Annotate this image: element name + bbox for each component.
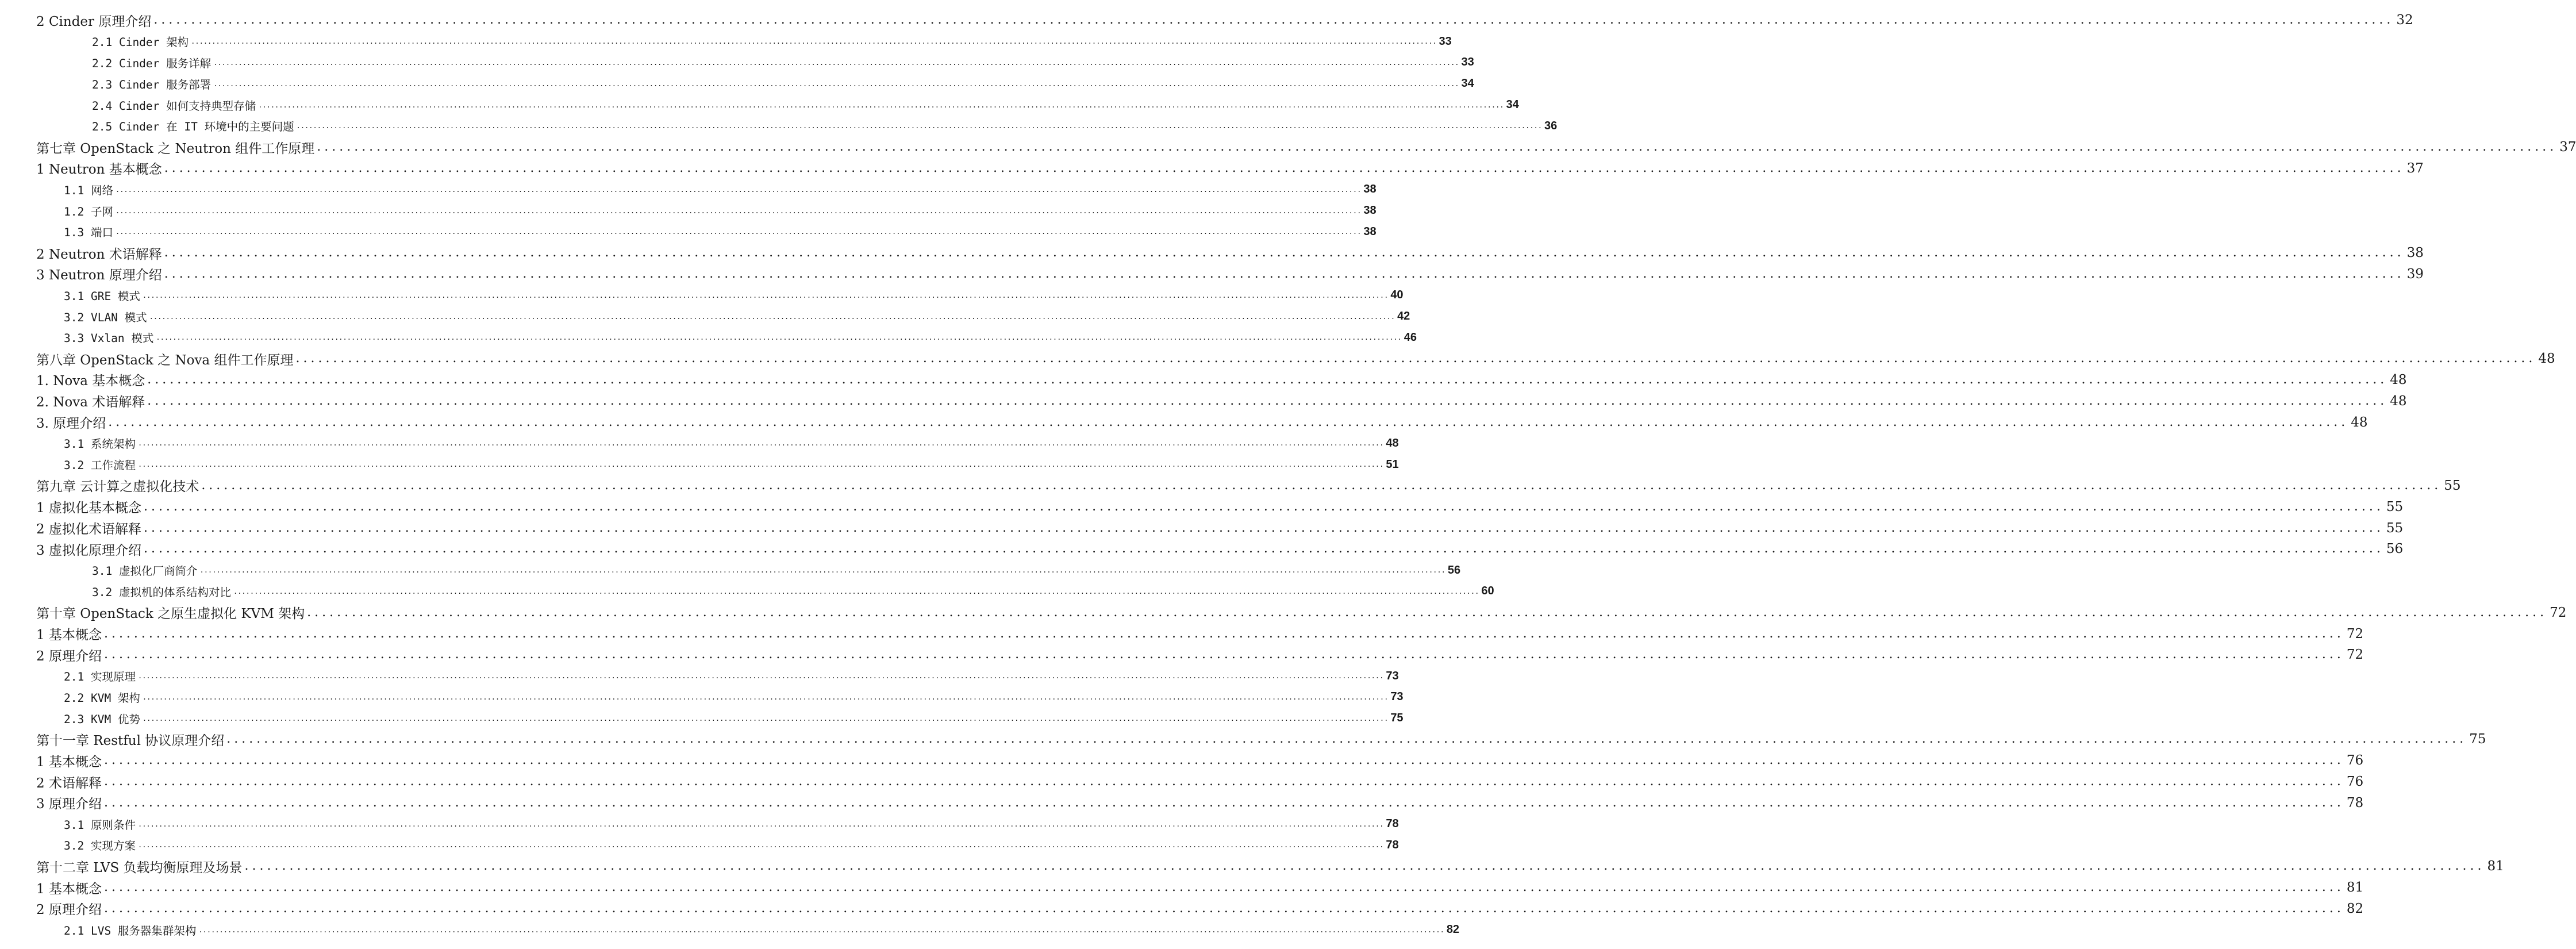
dot-leader: ............................................................................................................................................................................................................................................................................................................ xyxy=(143,520,2384,535)
toc-entry-section[interactable] xyxy=(0,306,1410,327)
toc-entry-chapter[interactable] xyxy=(0,370,2407,391)
toc-entry-chapter[interactable] xyxy=(0,10,2413,31)
toc-entry-title: 2.2 Cinder 服务详解 xyxy=(92,56,212,70)
toc-entry-page-number: 75 xyxy=(1390,712,1404,725)
toc-entry-title: 第十章 OpenStack 之原生虚拟化 KVM 架构 xyxy=(36,606,305,622)
toc-entry-page-number: 78 xyxy=(1386,838,1399,851)
toc-entry-page-number: 55 xyxy=(2444,478,2461,493)
toc-entry-title: 1.3 端口 xyxy=(64,226,113,240)
dot-leader: ............................................................................................................................................................................................................................................................................................................ xyxy=(103,774,2344,789)
toc-entry-title: 3. 原理介绍 xyxy=(36,416,106,432)
toc-entry-title: 第九章 云计算之虚拟化技术 xyxy=(36,479,199,495)
toc-entry-title: 2 虚拟化术语解释 xyxy=(36,522,141,537)
dot-leader: ............................................................................................................................................................................................................................................................................................................ xyxy=(164,266,2405,281)
toc-entry-section[interactable] xyxy=(0,200,1377,221)
toc-entry-title: 3.1 系统架构 xyxy=(64,437,136,451)
toc-entry-title: 第十二章 LVS 负载均衡原理及场景 xyxy=(36,860,243,875)
toc-entry-page-number: 72 xyxy=(2550,605,2567,620)
toc-entry-page-number: 72 xyxy=(2346,647,2364,663)
toc-entry-title: 2.1 实现原理 xyxy=(64,670,136,684)
dot-leader: ............................................................................................................................................................................................................................................................................................................ xyxy=(137,439,1384,448)
toc-entry-section[interactable] xyxy=(0,52,1474,74)
toc-entry-page-number: 81 xyxy=(2487,859,2504,874)
toc-entry-page-number: 56 xyxy=(1447,563,1461,577)
toc-entry-section[interactable] xyxy=(0,116,1558,137)
toc-entry-chapter[interactable] xyxy=(0,877,2364,898)
toc-entry-page-number: 78 xyxy=(1386,817,1399,831)
dot-leader: ............................................................................................................................................................................................................................................................................................................ xyxy=(213,58,1459,67)
toc-entry-section[interactable] xyxy=(0,433,1399,454)
toc-entry-section[interactable] xyxy=(0,666,1399,687)
toc-entry-chapter[interactable] xyxy=(0,644,2364,666)
toc-entry-page-number: 37 xyxy=(2406,160,2424,176)
dot-leader: ............................................................................................................................................................................................................................................................................................................ xyxy=(295,351,2536,366)
dot-leader: ............................................................................................................................................................................................................................................................................................................ xyxy=(156,333,1402,342)
toc-entry-chapter[interactable] xyxy=(0,390,2407,412)
toc-entry-title: 3.2 VLAN 模式 xyxy=(64,310,147,324)
toc-entry-title: 第七章 OpenStack 之 Neutron 组件工作原理 xyxy=(36,141,315,156)
toc-entry-chapter[interactable] xyxy=(0,750,2364,771)
toc-entry-page-number: 48 xyxy=(2390,372,2407,387)
toc-entry-section[interactable] xyxy=(0,454,1399,475)
toc-entry-page-number: 55 xyxy=(2386,520,2404,536)
toc-entry-page-number: 37 xyxy=(2559,140,2576,155)
dot-leader: ............................................................................................................................................................................................................................................................................................................ xyxy=(142,291,1389,299)
toc-entry-title: 2.3 Cinder 服务部署 xyxy=(92,78,212,91)
table-of-contents xyxy=(0,10,2576,940)
toc-entry-section[interactable] xyxy=(0,813,1399,835)
toc-entry-page-number: 38 xyxy=(1363,225,1377,238)
toc-entry-page-number: 38 xyxy=(1363,204,1377,217)
toc-entry-chapter[interactable] xyxy=(0,475,2461,497)
dot-leader: ............................................................................................................................................................................................................................................................................................................ xyxy=(143,541,2384,556)
toc-entry-page-number: 48 xyxy=(2351,414,2368,430)
toc-entry-section[interactable] xyxy=(0,221,1377,243)
toc-entry-page-number: 82 xyxy=(2346,901,2364,916)
toc-entry-title: 1 虚拟化基本概念 xyxy=(36,501,141,516)
toc-entry-chapter[interactable] xyxy=(0,517,2404,539)
dot-leader: ............................................................................................................................................................................................................................................................................................................ xyxy=(115,228,1362,236)
toc-entry-chapter[interactable] xyxy=(0,602,2567,623)
toc-entry-title: 3.2 实现方案 xyxy=(64,839,136,853)
toc-entry-title: 第八章 OpenStack 之 Nova 组件工作原理 xyxy=(36,352,294,368)
dot-leader: ............................................................................................................................................................................................................................................................................................................ xyxy=(201,478,2442,493)
toc-entry-title: 3.2 工作流程 xyxy=(64,459,136,472)
dot-leader: ............................................................................................................................................................................................................................................................................................................ xyxy=(164,160,2405,175)
dot-leader: ............................................................................................................................................................................................................................................................................................................ xyxy=(137,460,1384,469)
toc-entry-title: 2 原理介绍 xyxy=(36,902,102,918)
dot-leader: ............................................................................................................................................................................................................................................................................................................ xyxy=(226,732,2467,747)
toc-entry-page-number: 46 xyxy=(1404,331,1417,344)
toc-entry-section[interactable] xyxy=(0,73,1474,94)
toc-entry-title: 3.1 虚拟化厂商简介 xyxy=(92,564,198,578)
dot-leader: ............................................................................................................................................................................................................................................................................................................ xyxy=(213,79,1459,88)
toc-entry-title: 1 基本概念 xyxy=(36,628,102,643)
toc-entry-page-number: 75 xyxy=(2469,732,2486,747)
toc-entry-chapter[interactable] xyxy=(0,792,2364,813)
dot-leader: ............................................................................................................................................................................................................................................................................................................ xyxy=(137,841,1384,850)
toc-entry-chapter[interactable] xyxy=(0,243,2424,264)
dot-leader: ............................................................................................................................................................................................................................................................................................................ xyxy=(142,714,1389,723)
toc-entry-page-number: 76 xyxy=(2346,774,2364,790)
toc-entry-chapter[interactable] xyxy=(0,729,2486,750)
toc-entry-chapter[interactable] xyxy=(0,158,2424,179)
toc-entry-section[interactable] xyxy=(0,708,1404,729)
toc-entry-page-number: 36 xyxy=(1544,119,1558,132)
toc-entry-title: 2 Cinder 原理介绍 xyxy=(36,14,152,29)
toc-entry-page-number: 42 xyxy=(1397,310,1410,323)
toc-entry-section[interactable] xyxy=(0,327,1417,348)
dot-leader: ............................................................................................................................................................................................................................................................................................................ xyxy=(307,605,2548,620)
toc-entry-title: 1 基本概念 xyxy=(36,754,102,770)
toc-entry-page-number: 33 xyxy=(1461,56,1474,69)
toc-entry-page-number: 78 xyxy=(2346,795,2364,810)
toc-entry-section[interactable] xyxy=(0,94,1519,116)
dot-leader: ............................................................................................................................................................................................................................................................................................................ xyxy=(108,414,2349,429)
dot-leader: ............................................................................................................................................................................................................................................................................................................ xyxy=(103,647,2344,662)
toc-entry-page-number: 48 xyxy=(1386,436,1399,449)
dot-leader: ............................................................................................................................................................................................................................................................................................................ xyxy=(233,587,1479,595)
dot-leader: ............................................................................................................................................................................................................................................................................................................ xyxy=(103,795,2344,810)
dot-leader: ............................................................................................................................................................................................................................................................................................................ xyxy=(115,206,1362,215)
toc-entry-title: 2.5 Cinder 在 IT 环境中的主要问题 xyxy=(92,120,294,134)
dot-leader: ............................................................................................................................................................................................................................................................................................................ xyxy=(153,13,2394,28)
toc-entry-page-number: 48 xyxy=(2538,351,2555,367)
toc-entry-page-number: 56 xyxy=(2386,541,2404,557)
toc-entry-section[interactable] xyxy=(0,179,1377,200)
toc-entry-title: 2.1 LVS 服务器集群架构 xyxy=(64,924,197,938)
toc-entry-title: 3 虚拟化原理介绍 xyxy=(36,543,141,558)
toc-entry-section[interactable] xyxy=(0,581,1494,602)
toc-entry-title: 2 原理介绍 xyxy=(36,648,102,664)
dot-leader: ............................................................................................................................................................................................................................................................................................................ xyxy=(149,312,1395,321)
toc-entry-chapter[interactable] xyxy=(0,412,2368,433)
toc-entry-title: 1 基本概念 xyxy=(36,881,102,897)
toc-entry-chapter[interactable] xyxy=(0,856,2504,877)
dot-leader: ............................................................................................................................................................................................................................................................................................................ xyxy=(191,37,1437,46)
toc-entry-title: 第十一章 Restful 协议原理介绍 xyxy=(36,733,225,748)
dot-leader: ............................................................................................................................................................................................................................................................................................................ xyxy=(115,185,1362,194)
toc-entry-page-number: 48 xyxy=(2390,393,2407,409)
dot-leader: ............................................................................................................................................................................................................................................................................................................ xyxy=(198,925,1444,934)
dot-leader: ............................................................................................................................................................................................................................................................................................................ xyxy=(147,393,2388,408)
toc-entry-title: 2.2 KVM 架构 xyxy=(64,691,140,705)
toc-entry-page-number: 51 xyxy=(1386,458,1399,471)
toc-entry-page-number: 73 xyxy=(1390,690,1404,704)
toc-entry-title: 3.3 Vxlan 模式 xyxy=(64,332,154,345)
dot-leader: ............................................................................................................................................................................................................................................................................................................ xyxy=(199,566,1445,575)
dot-leader: ............................................................................................................................................................................................................................................................................................................ xyxy=(244,859,2485,874)
dot-leader: ............................................................................................................................................................................................................................................................................................................ xyxy=(103,753,2344,768)
toc-entry-page-number: 76 xyxy=(2346,753,2364,769)
toc-entry-section[interactable] xyxy=(0,31,1452,52)
toc-entry-chapter[interactable] xyxy=(0,348,2555,370)
dot-leader: ............................................................................................................................................................................................................................................................................................................ xyxy=(137,672,1384,681)
toc-entry-title: 2 Neutron 术语解释 xyxy=(36,247,162,262)
toc-entry-title: 3 Neutron 原理介绍 xyxy=(36,268,162,283)
toc-entry-section[interactable] xyxy=(0,919,1460,940)
toc-entry-page-number: 73 xyxy=(1386,669,1399,682)
toc-entry-page-number: 34 xyxy=(1506,98,1519,112)
toc-entry-title: 3 原理介绍 xyxy=(36,797,102,812)
toc-entry-title: 1 Neutron 基本概念 xyxy=(36,162,162,178)
toc-entry-chapter[interactable] xyxy=(0,623,2364,644)
toc-entry-title: 1.1 网络 xyxy=(64,183,113,197)
dot-leader: ............................................................................................................................................................................................................................................................................................................ xyxy=(147,372,2388,387)
toc-entry-chapter[interactable] xyxy=(0,496,2404,517)
toc-entry-title: 2. Nova 术语解释 xyxy=(36,395,145,410)
toc-entry-title: 3.2 虚拟机的体系结构对比 xyxy=(92,585,231,599)
toc-entry-page-number: 38 xyxy=(2406,245,2424,261)
toc-entry-page-number: 38 xyxy=(1363,183,1377,196)
toc-entry-chapter[interactable] xyxy=(0,898,2364,919)
toc-entry-page-number: 60 xyxy=(1481,585,1494,598)
toc-entry-chapter[interactable] xyxy=(0,771,2364,793)
toc-entry-page-number: 39 xyxy=(2406,266,2424,282)
toc-entry-title: 1.2 子网 xyxy=(64,205,113,218)
dot-leader: ............................................................................................................................................................................................................................................................................................................ xyxy=(143,499,2384,514)
toc-entry-chapter[interactable] xyxy=(0,539,2404,560)
toc-entry-chapter[interactable] xyxy=(0,264,2424,285)
toc-entry-title: 2 术语解释 xyxy=(36,775,102,791)
dot-leader: ............................................................................................................................................................................................................................................................................................................ xyxy=(103,901,2344,916)
toc-entry-page-number: 55 xyxy=(2386,499,2404,514)
toc-entry-section[interactable] xyxy=(0,560,1461,581)
toc-entry-section[interactable] xyxy=(0,835,1399,856)
dot-leader: ............................................................................................................................................................................................................................................................................................................ xyxy=(137,820,1384,828)
dot-leader: ............................................................................................................................................................................................................................................................................................................ xyxy=(164,245,2405,260)
toc-entry-page-number: 81 xyxy=(2346,880,2364,896)
dot-leader: ............................................................................................................................................................................................................................................................................................................ xyxy=(258,101,1504,109)
toc-entry-page-number: 34 xyxy=(1461,77,1474,90)
toc-entry-section[interactable] xyxy=(0,285,1404,306)
dot-leader: ............................................................................................................................................................................................................................................................................................................ xyxy=(103,880,2344,895)
toc-entry-title: 3.1 原则条件 xyxy=(64,818,136,832)
toc-entry-title: 1. Nova 基本概念 xyxy=(36,374,145,389)
dot-leader: ............................................................................................................................................................................................................................................................................................................ xyxy=(296,122,1542,130)
toc-entry-page-number: 33 xyxy=(1439,34,1452,48)
toc-entry-title: 2.4 Cinder 如何支持典型存储 xyxy=(92,99,256,113)
toc-entry-title: 2.1 Cinder 架构 xyxy=(92,36,189,49)
toc-entry-title: 2.3 KVM 优势 xyxy=(64,712,140,726)
toc-entry-section[interactable] xyxy=(0,687,1404,708)
dot-leader: ............................................................................................................................................................................................................................................................................................................ xyxy=(103,626,2344,641)
toc-entry-page-number: 82 xyxy=(1446,923,1460,936)
toc-entry-page-number: 40 xyxy=(1390,289,1404,302)
toc-entry-page-number: 32 xyxy=(2396,13,2413,28)
dot-leader: ............................................................................................................................................................................................................................................................................................................ xyxy=(317,140,2558,155)
toc-entry-title: 3.1 GRE 模式 xyxy=(64,289,140,303)
toc-entry-chapter[interactable] xyxy=(0,137,2576,158)
toc-entry-page-number: 72 xyxy=(2346,626,2364,641)
dot-leader: ............................................................................................................................................................................................................................................................................................................ xyxy=(142,693,1389,701)
